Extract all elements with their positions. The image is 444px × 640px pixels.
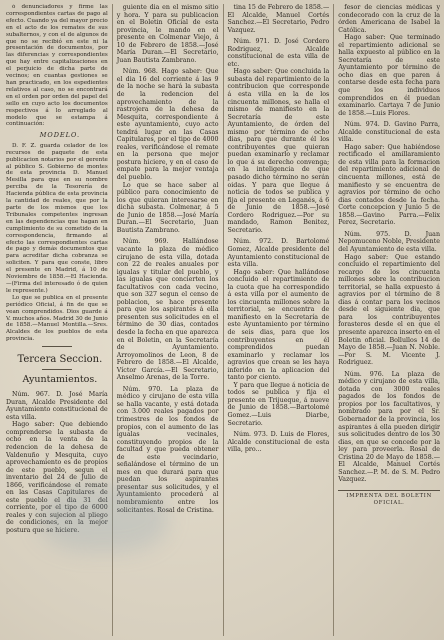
column-4 xyxy=(333,4,440,636)
printer-imprint: IMPRENTA DEL BOLETIN OFICIAL. xyxy=(338,490,440,508)
paragraph: Y para que llegue á noticia de todos se publica y fija el presente en Trijueque, á nueve de Junio de 1858.—Bartolomé Gomez.—Luis Diarbe, Secretario. xyxy=(227,381,330,427)
paragraph: Hago saber: Que terminado el repartimiento adicional se halla expuesto al público en la Secretaría de este Ayuntamiento por término de ocho dias en que paren á contarse desde esta fecha para que los individuos comprendidos en él puedan examinarlo. Cartaya 7 de Junio de 1858.—Luis Flores. xyxy=(338,34,440,117)
paragraph: D. F. Z. guarda celador de los recursos de paquete de esta publicacion notarios por el gerente al público S. Gobierno de montes de esta provincia D. Manuel Mesilla para que en su nombre perciba de la Tesorería de Hacienda pública de esta provincia la cantidad de reales, que por la parte de los mismos que los Tribunales competentes ingresan en las dependencias que hagan en cumplimiento de su cometido de la correspondencia, firmando al efecto las correspondientes cartas de pago y demás documentos que para acreditar dicha cobranza se soliciten. Y para que conste, libro el presente en Madrid, á 10 de Noviembre de 1858.—El Hacienda.—(Firma del interesado ó de quien le represente.) xyxy=(6,142,108,294)
section-rule xyxy=(42,369,73,370)
column-3 xyxy=(223,4,330,636)
paragraph: Hago saber: Que estando concluido el repartimiento del recargo de los cincuenta millones sobre la contribucion territorial, se halla expuesto á agravios por el término de 8 dias á contar para los vecinos desde el siguiente dia, que para los contribuyentes forasteros desde el en que el presente aparezca inserto en el Boletin oficial. Bollullos 14 de Mayo de 1858.—Juan N. Noble.—Por S. M. Vicente J. Rodriguez. xyxy=(338,253,440,367)
notice-entry: Núm. 972. D. Bartolomé Gomez, Alcalde presidente del Ayuntamiento constitucional de esta villa. xyxy=(227,238,330,269)
notice-entry: Núm. 974. D. Gavino Parra, Alcalde constitucional de esta villa. xyxy=(338,121,440,144)
paragraph: Hago saber: Que debiendo comprenderse la subasta de ocho en la venta de la redencion de la dehesa de Valdenuño y Mesquita, cuyo aprovechamiento es de propios de este pueblo, segun el inventario del 24 de Julio de 1866, verificándose el remate en las Casas Capitulares de este pueblo el dia 31 del corriente, por el tipo de 6000 reales y con sujecion al pliego de condiciones, en la mejor postura que se hiciere. xyxy=(6,421,108,534)
paragraph: Hago saber: Que habiéndose rectificado el amillaramiento de esta villa para la formacion del repartimiento adicional de cincuenta millones, está de manifiesto y se encuentra de agravios por término de ocho dias contados desde la fecha. Corte concepcion y Junio 5 de 1858.—Gavino Parra.—Felix Perez, Secretario. xyxy=(338,143,440,227)
notice-entry: Núm. 973. D. Luis de Flores, Alcalde constitucional de esta villa, pro... xyxy=(227,431,330,454)
notice-entry: Núm. 967. D. José María Duran, Alcalde Presidente del Ayuntamiento constitucional de esta villa. xyxy=(6,391,108,421)
section-rule xyxy=(42,346,73,347)
paragraph: Hago saber: Que concluida la subasta del repartimiento de la contribucion que corresponde á esta villa en la de los cincuenta millones, se halla el mismo de manifiesto en la Secretaría de este Ayuntamiento, de órden del mismo por término de ocho dias, para que durante él los contribuyentes que quieran puedan examinarlo y reclamar lo que á su derecho convenga; en la inteligencia de que pasado dicho término no serán oidas. Y para que llegue á noticia de todos se publica y fija el presente en Leganés, á 6 de Junio de 1858.—José Cordero Rodriguez.—Por su mandado, Ramon Benitez, Secretario. xyxy=(227,68,330,234)
modelo-heading: MODELO. xyxy=(39,131,81,140)
column-1 xyxy=(6,4,108,636)
notice-entry: Núm. 970. La plaza de médico y cirujano de esta villa se halla vacante, y está dotada con 3.000 reales pagados por trimestres de los fondos de propios, con el aumento de las igualas vecinales, constituyendo propios de la facultad y que pueda obtener de este vecindario, señalándose el término de un mes en que durará para que puedan los aspirantes presentar sus solicitudes, y el Ayuntamiento procederá al nombramiento entre los solicitantes. Rosal de Cristina. xyxy=(116,385,219,514)
notice-entry: Núm. 969. Hallándose vacante la plaza de médico cirujano de esta villa, dotada con 22 de reales anuales por igualas y titular del pueblo, y las igualas que concierten los facultativos con cada vecino, que son 327 segun el censo de poblacion, se hace presente para que los aspirantes á ella presenten sus solicitudes en el término de 30 dias, contados desde la fecha en que aparezca en el Boletin, en la Secretaría de Ayuntamiento. Arroyomolinos de Leon, 8 de Febrero de 1858.—El Alcalde, Víctor García.—El Secretario, Anselmo Arenas, de la Torre. xyxy=(116,238,219,382)
notice-entry: Núm. 975. D. Juan Nepomuceno Noble, Presidente del Ayuntamiento de esta villa. xyxy=(338,230,440,253)
paragraph: Hago saber: Que hallándose concluido el repartimiento de la cuota que ha correspondido á esta villa por el aumento de los cincuenta millones sobre la territorial, se encuentra de manifiesto en la Secretaría de este Ayuntamiento por término de seis dias, para que los contribuyentes en él comprendidos puedan examinarlo y reclamar los agravios que crean se les haya inferido en la aplicacion del tanto por ciento. xyxy=(227,268,330,382)
section-title: Tercera Seccion. xyxy=(17,354,103,366)
subsection-title: Ayuntamientos. xyxy=(22,374,98,386)
paragraph: Lo que se publica en el presente periódico Oficial, á fin de que se vean comprendidos. Dios guarde á V. muchos años. Madrid 30 de Junio de 1858.—Manuel Montilla.—Sres. Alcaldes de los pueblos de esta provincia. xyxy=(6,294,108,343)
paragraph: fesor de ciencias médicas y condecorado con la cruz de la órden Americana de Isabel la Católica. xyxy=(338,4,440,34)
notice-entry: Núm. 971. D. José Cordero Rodriguez, Alcalde constitucional de esta villa de etc. xyxy=(227,38,330,68)
paragraph: Lo que se hace saber al público para conocimiento de los que quieran interesarse en dicha subasta. Colmenar, á 5 de Junio de 1858.—José María Duran.—El Secretario, Juan Bautista Zambrano. xyxy=(116,181,219,234)
paragraph: guiente dia en el mismo sitio y hora. Y para su publicacion en el Boletin Oficial de esta provincia, le mando en el presente en Colmenar Viejo, á 10 de Febrero de 1858.—José María Duran.—El Secretario, Juan Bautista Zambrano. xyxy=(116,4,219,64)
notice-entry: Núm. 976. La plaza de médico y cirujano de esta villa, dotada con 3000 reales pagados de los fondos de propios por los facultativos, y nombrado para por el Sr. Gobernador de la provincia, los aspirantes á ella pueden dirigir sus solicitudes dentro de los 30 dias, en que se concede por la ley para proveerla. Rosal de Cristina 20 de Mayo de 1858.—El Alcalde, Manuel Cortés Sanchez.—P. M. de S. M. Pedro Vazquez. xyxy=(338,370,440,484)
paragraph: ó denunciadores y firme las correspondientes cartas de pago al efecto. Cuando ya del mayor precio en el acto de los remates de sus subalternos, y con el de algunos de que no se recibió en este ni la presentación de documentos, por las diferencias y correspondientes que hay entre capitalizaciones en el perjuicio de dicha parte de vecinos; en cuantas gestiones se han practicado, en los espedientes relativos al caso, no se encontrará en el orden por orden del papel del sello en cuyo acto los documentos respectivos á lo arreglado al modelo que se estampa á continuación: xyxy=(6,4,108,128)
notice-entry: Núm. 968. Hago saber: Que el dia 16 del corriente á las 9 de la noche se hará la subasta de la redencion del aprovechamiento de la rastrojera de la dehesa de Mesquita, correspondiente á este ayuntamiento, cuyo acto tendrá lugar en las Casas Capitulares, por el tipo de 4000 reales, verificándose el remate en la persona que mejor postura hiciere, y en el caso de empate para la mejor ventaja del pueblo. xyxy=(116,68,219,182)
column-2 xyxy=(112,4,219,636)
paragraph: tina 15 de Febrero de 1858.—El Alcalde, Manuel Cortés Sanchez.—El Secretario, Pedro Vazquez. xyxy=(227,4,330,34)
